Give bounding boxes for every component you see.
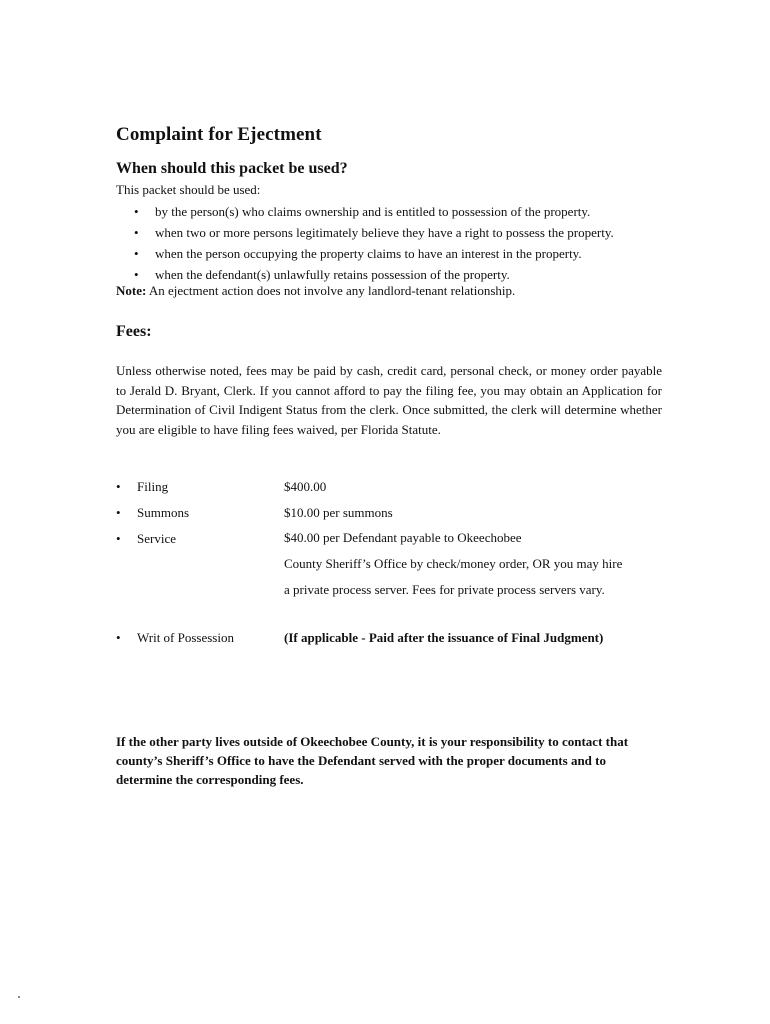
fee-detail-line: a private process server. Fees for private process servers vary. <box>284 582 605 597</box>
fee-detail-line: County Sheriff’s Office by check/money order, OR you may hire <box>284 556 623 571</box>
fees-paragraph: Unless otherwise noted, fees may be paid by cash, credit card, personal check, or money order payable to Jerald D. Bryant, Clerk. If you cannot afford to pay the filing fee, you may obtain an Application for Determination of Civil Indigent Status from the clerk. Once submitted, the clerk will determine whether you are eligible to have filing fees waived, per Florida Statute. <box>116 363 662 437</box>
bullet-icon: • <box>134 267 139 282</box>
intro-text: This packet should be used: <box>116 182 261 197</box>
note-text <box>116 283 515 299</box>
fee-amount: $10.00 per summons <box>284 505 393 520</box>
bullet-icon: • <box>134 204 139 219</box>
bullet-icon: • <box>116 505 121 520</box>
list-item-text: when the person occupying the property claims to have an interest in the property. <box>155 246 582 261</box>
section-heading-fees: Fees: <box>116 323 152 340</box>
list-item-text: when the defendant(s) unlawfully retains possession of the property. <box>155 267 510 282</box>
bullet-icon: • <box>134 225 139 240</box>
fee-name: Summons <box>137 505 190 520</box>
scan-artifact <box>18 996 20 998</box>
section-heading-usage: When should this packet be used? <box>116 160 348 177</box>
list-item <box>134 264 614 285</box>
list-item <box>134 201 614 222</box>
list-item-text: when two or more persons legitimately believe they have a right to possess the property. <box>155 225 614 240</box>
list-item <box>134 243 614 264</box>
fee-detail-line: $40.00 per Defendant payable to Okeechobee <box>284 530 522 545</box>
page-title: Complaint for Ejectment <box>116 124 322 145</box>
bullet-icon: • <box>116 531 121 546</box>
responsibility-notice: If the other party lives outside of Okeechobee County, it is your responsibility to contact that county’s Sheriff’s Office to have the Defendant served with the proper documents and to determine the corresponding fees. <box>116 734 629 787</box>
fee-amount: $400.00 <box>284 479 327 494</box>
bullet-icon: • <box>116 479 121 494</box>
note-body: An ejectment action does not involve any landlord-tenant relationship. <box>146 283 516 298</box>
bullet-icon: • <box>134 246 139 261</box>
usage-bullet-list <box>134 201 614 285</box>
fee-name: Service <box>137 531 176 546</box>
bullet-icon: • <box>116 630 121 645</box>
fee-detail <box>284 525 622 603</box>
fee-name: Filing <box>137 479 169 494</box>
fee-name: Writ of Possession <box>137 630 234 645</box>
note-label: Note: <box>116 283 147 298</box>
fee-amount: (If applicable - Paid after the issuance of Final Judgment) <box>284 630 604 645</box>
list-item <box>134 222 614 243</box>
list-item-text: by the person(s) who claims ownership and is entitled to possession of the property. <box>155 204 591 219</box>
